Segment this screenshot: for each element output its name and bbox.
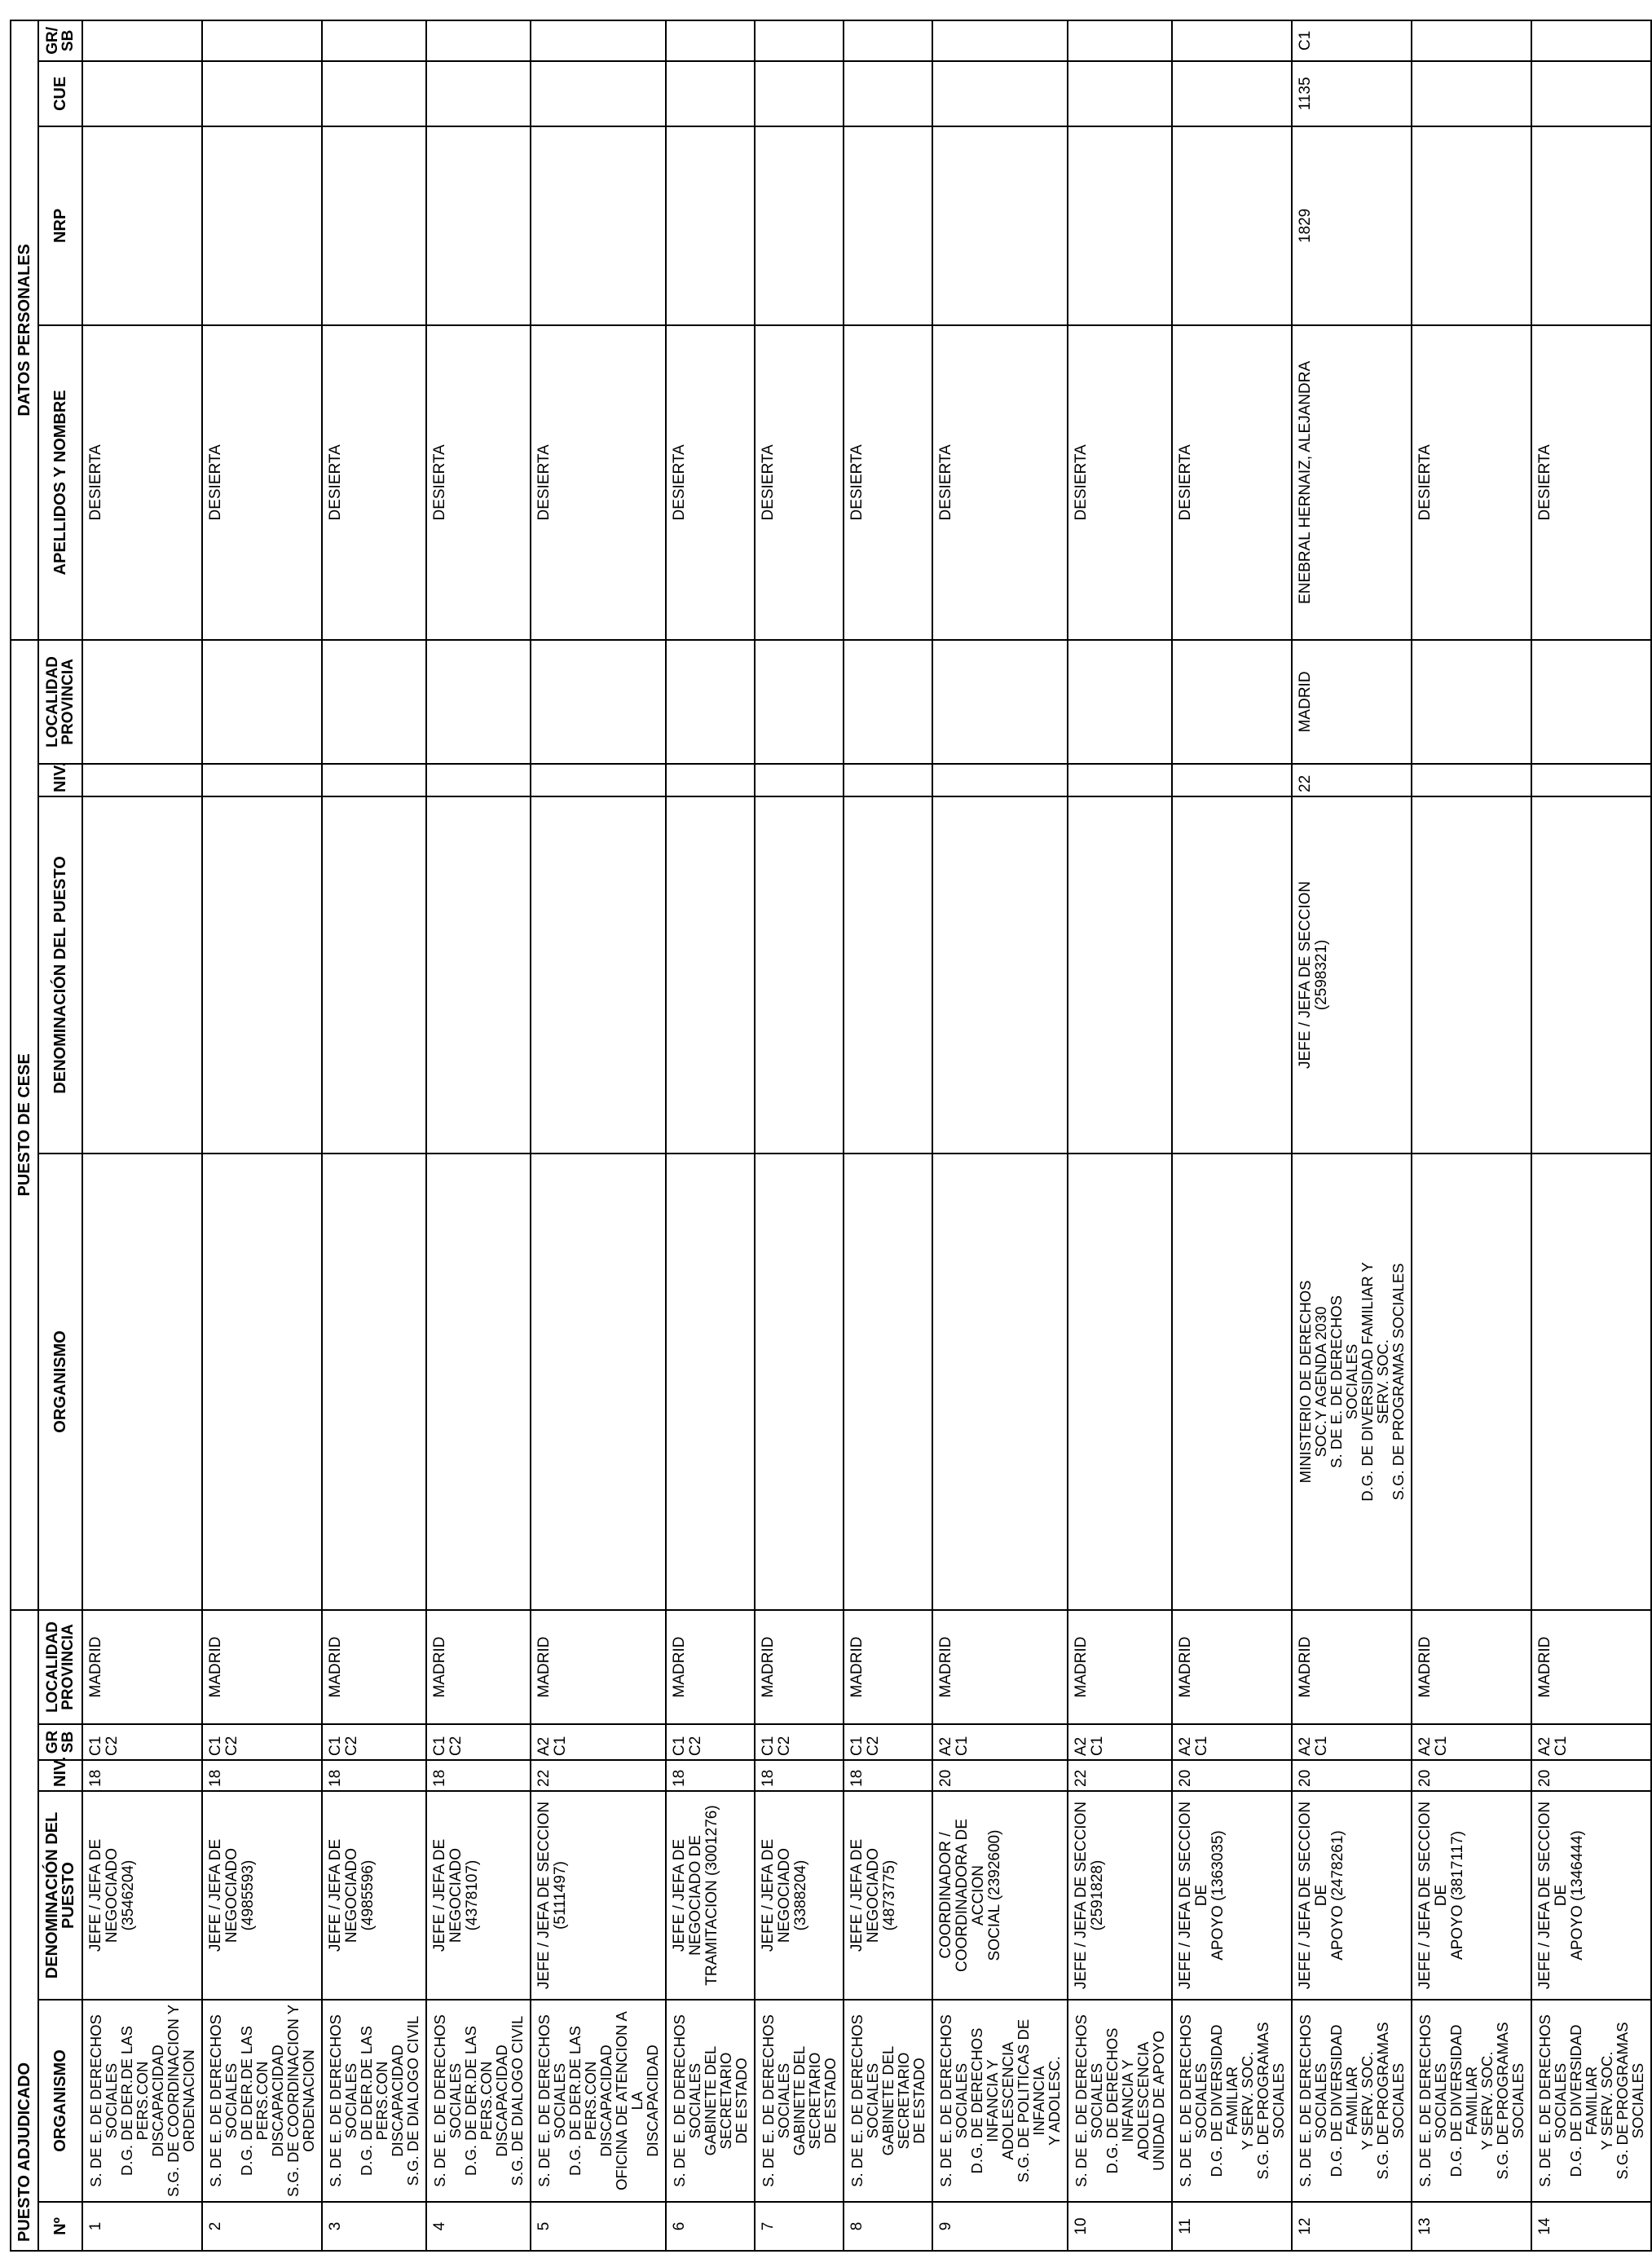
row-apellidos: DESIERTA	[844, 325, 932, 640]
row-organismo: S. DE E. DE DERECHOS SOCIALES D.G. DE DIVERSIDAD FAMILIAR Y SERV. SOC. S.G. DE PROGRAMAS SOCIALES	[1531, 2000, 1651, 2202]
row-cue	[1531, 61, 1651, 126]
row-cese-organismo	[1172, 1154, 1292, 1610]
row-cese-niv	[322, 764, 426, 796]
row-cese-organismo	[202, 1154, 322, 1610]
row-cese-gr-sb	[1172, 20, 1292, 61]
row-cese-localidad	[531, 640, 666, 764]
row-cese-gr-sb	[82, 20, 202, 61]
adjudication-table	[10, 20, 1652, 2252]
row-cese-niv	[844, 764, 932, 796]
row-gr-sb: C1 C2	[844, 1724, 932, 1760]
row-apellidos: DESIERTA	[531, 325, 666, 640]
row-apellidos: DESIERTA	[202, 325, 322, 640]
row-denominacion: JEFE / JEFA DE NEGOCIADO (4985596)	[322, 1791, 426, 2000]
row-denominacion: JEFE / JEFA DE NEGOCIADO (3546204)	[82, 1791, 202, 2000]
row-localidad: MADRID	[755, 1610, 844, 1724]
row-organismo: S. DE E. DE DERECHOS SOCIALES D.G. DE DIVERSIDAD FAMILIAR Y SERV. SOC. S.G. DE PROGRAMAS SOCIALES	[1292, 2000, 1412, 2202]
row-denominacion: JEFE / JEFA DE NEGOCIADO (4378107)	[426, 1791, 531, 2000]
row-cue	[666, 61, 755, 126]
row-localidad: MADRID	[1412, 1610, 1531, 1724]
row-cese-organismo	[844, 1154, 932, 1610]
row-cese-denominacion	[932, 796, 1068, 1154]
row-organismo: S. DE E. DE DERECHOS SOCIALES D.G. DE DIVERSIDAD FAMILIAR Y SERV. SOC. S.G. DE PROGRAMAS SOCIALES	[1412, 2000, 1531, 2202]
header-num: Nº	[38, 2202, 82, 2251]
row-denominacion: JEFE / JEFA DE SECCION DE APOYO (3817117)	[1412, 1791, 1531, 2000]
row-cue	[1412, 61, 1531, 126]
row-apellidos: DESIERTA	[932, 325, 1068, 640]
table-row	[1412, 20, 1531, 2251]
row-gr-sb: A2 C1	[1412, 1724, 1531, 1760]
row-number: 11	[1172, 2202, 1292, 2251]
row-cese-denominacion	[1531, 796, 1651, 1154]
row-cese-niv	[755, 764, 844, 796]
row-cese-gr-sb	[932, 20, 1068, 61]
row-apellidos: DESIERTA	[1172, 325, 1292, 640]
row-niv: 22	[531, 1760, 666, 1791]
row-cese-gr-sb	[531, 20, 666, 61]
table-row	[755, 20, 844, 2251]
row-gr-sb: C1 C2	[426, 1724, 531, 1760]
table-row	[1292, 20, 1412, 2251]
row-cese-denominacion	[322, 796, 426, 1154]
row-nrp	[1412, 126, 1531, 325]
row-denominacion: JEFE / JEFA DE NEGOCIADO DE TRAMITACION (3001276)	[666, 1791, 755, 2000]
row-cese-denominacion	[755, 796, 844, 1154]
row-niv: 18	[755, 1760, 844, 1791]
row-cese-denominacion	[202, 796, 322, 1154]
row-gr-sb: A2 C1	[1292, 1724, 1412, 1760]
row-localidad: MADRID	[1172, 1610, 1292, 1724]
row-nrp	[844, 126, 932, 325]
row-gr-sb: A2 C1	[1531, 1724, 1651, 1760]
row-cese-gr-sb	[1412, 20, 1531, 61]
table-row	[666, 20, 755, 2251]
row-organismo: S. DE E. DE DERECHOS SOCIALES D.G. DE DER.DE LAS PERS.CON DISCAPACIDAD S.G. DE COORDINACION Y ORDENACION	[82, 2000, 202, 2202]
row-organismo: S. DE E. DE DERECHOS SOCIALES GABINETE DEL SECRETARIO DE ESTADO	[844, 2000, 932, 2202]
row-organismo: S. DE E. DE DERECHOS SOCIALES D.G. DE DIVERSIDAD FAMILIAR Y SERV. SOC. S.G. DE PROGRAMAS SOCIALES	[1172, 2000, 1292, 2202]
row-niv: 18	[844, 1760, 932, 1791]
row-niv: 18	[666, 1760, 755, 1791]
header-gr-sb: GR SB	[38, 1724, 82, 1760]
row-niv: 22	[1068, 1760, 1172, 1791]
row-organismo: S. DE E. DE DERECHOS SOCIALES D.G. DE DERECHOS INFANCIA Y ADOLESCENCIA UNIDAD DE APOYO	[1068, 2000, 1172, 2202]
row-cese-localidad	[1068, 640, 1172, 764]
row-cese-denominacion	[1172, 796, 1292, 1154]
row-cese-denominacion	[426, 796, 531, 1154]
header-cese-organismo: ORGANISMO	[38, 1154, 82, 1610]
row-niv: 20	[1531, 1760, 1651, 1791]
row-cese-organismo	[1531, 1154, 1651, 1610]
row-denominacion: JEFE / JEFA DE NEGOCIADO (4985593)	[202, 1791, 322, 2000]
row-organismo: S. DE E. DE DERECHOS SOCIALES GABINETE DEL SECRETARIO DE ESTADO	[666, 2000, 755, 2202]
row-nrp	[531, 126, 666, 325]
row-cue	[82, 61, 202, 126]
row-cese-localidad	[202, 640, 322, 764]
table-row	[844, 20, 932, 2251]
header-localidad: LOCALIDAD PROVINCIA	[38, 1610, 82, 1724]
row-localidad: MADRID	[202, 1610, 322, 1724]
row-cese-localidad: MADRID	[1292, 640, 1412, 764]
row-number: 7	[755, 2202, 844, 2251]
row-denominacion: JEFE / JEFA DE SECCION DE APOYO (1346444)	[1531, 1791, 1651, 2000]
header-nrp: NRP	[38, 126, 82, 325]
table-row	[322, 20, 426, 2251]
row-number: 8	[844, 2202, 932, 2251]
row-cue	[1172, 61, 1292, 126]
row-gr-sb: C1 C2	[755, 1724, 844, 1760]
row-organismo: S. DE E. DE DERECHOS SOCIALES D.G. DE DER.DE LAS PERS.CON DISCAPACIDAD S.G. DE COORDINACION Y ORDENACION	[202, 2000, 322, 2202]
row-cese-organismo	[666, 1154, 755, 1610]
row-cese-niv	[1531, 764, 1651, 796]
row-apellidos: DESIERTA	[1068, 325, 1172, 640]
row-cese-niv	[202, 764, 322, 796]
row-cese-gr-sb	[844, 20, 932, 61]
row-nrp	[1172, 126, 1292, 325]
row-localidad: MADRID	[666, 1610, 755, 1724]
header-cese-localidad: LOCALIDAD PROVINCIA	[38, 640, 82, 764]
row-nrp	[1068, 126, 1172, 325]
row-gr-sb: A2 C1	[531, 1724, 666, 1760]
row-cese-gr-sb	[1068, 20, 1172, 61]
row-gr-sb: C1 C2	[202, 1724, 322, 1760]
row-cue	[531, 61, 666, 126]
row-gr-sb: A2 C1	[1172, 1724, 1292, 1760]
table-row	[202, 20, 322, 2251]
row-niv: 20	[932, 1760, 1068, 1791]
row-cue	[844, 61, 932, 126]
row-cese-localidad	[1412, 640, 1531, 764]
row-apellidos: DESIERTA	[666, 325, 755, 640]
table-body	[82, 20, 1651, 2251]
row-cese-denominacion	[531, 796, 666, 1154]
table-row	[1531, 20, 1651, 2251]
header-gr-sb-2: GR/ SB	[38, 20, 82, 61]
row-organismo: S. DE E. DE DERECHOS SOCIALES D.G. DE DER.DE LAS PERS.CON DISCAPACIDAD S.G. DE DIALOGO CIVIL	[322, 2000, 426, 2202]
row-cese-gr-sb	[322, 20, 426, 61]
row-organismo: S. DE E. DE DERECHOS SOCIALES D.G. DE DER.DE LAS PERS.CON DISCAPACIDAD OFICINA DE ATENCION A LA DISCAPACIDAD	[531, 2000, 666, 2202]
row-denominacion: COORDINADOR / COORDINADORA DE ACCION SOCIAL (2392600)	[932, 1791, 1068, 2000]
row-number: 5	[531, 2202, 666, 2251]
table-row	[1172, 20, 1292, 2251]
row-apellidos: ENEBRAL HERNAIZ, ALEJANDRA	[1292, 325, 1412, 640]
row-cese-denominacion	[844, 796, 932, 1154]
row-localidad: MADRID	[1292, 1610, 1412, 1724]
row-gr-sb: A2 C1	[1068, 1724, 1172, 1760]
row-cue	[932, 61, 1068, 126]
table-row	[426, 20, 531, 2251]
row-cese-niv	[932, 764, 1068, 796]
row-apellidos: DESIERTA	[426, 325, 531, 640]
row-cese-organismo	[82, 1154, 202, 1610]
row-cese-niv	[1172, 764, 1292, 796]
row-cese-denominacion	[82, 796, 202, 1154]
row-cese-gr-sb	[1531, 20, 1651, 61]
row-cese-denominacion	[1412, 796, 1531, 1154]
row-cese-localidad	[755, 640, 844, 764]
header-cese-niv: NIV.	[38, 764, 82, 796]
row-nrp	[202, 126, 322, 325]
row-number: 10	[1068, 2202, 1172, 2251]
row-cese-niv	[666, 764, 755, 796]
row-number: 1	[82, 2202, 202, 2251]
row-denominacion: JEFE / JEFA DE NEGOCIADO (4873775)	[844, 1791, 932, 2000]
row-number: 3	[322, 2202, 426, 2251]
row-cese-gr-sb	[426, 20, 531, 61]
row-cese-gr-sb: C1	[1292, 20, 1412, 61]
row-apellidos: DESIERTA	[82, 325, 202, 640]
header-denominacion: DENOMINACIÓN DEL PUESTO	[38, 1791, 82, 2000]
row-cue	[322, 61, 426, 126]
table-row	[82, 20, 202, 2251]
row-denominacion: JEFE / JEFA DE NEGOCIADO (3388204)	[755, 1791, 844, 2000]
row-apellidos: DESIERTA	[1412, 325, 1531, 640]
row-cese-organismo	[1412, 1154, 1531, 1610]
row-localidad: MADRID	[82, 1610, 202, 1724]
row-number: 6	[666, 2202, 755, 2251]
row-apellidos: DESIERTA	[1531, 325, 1651, 640]
row-nrp	[322, 126, 426, 325]
row-cue: 1135	[1292, 61, 1412, 126]
header-apellidos: APELLIDOS Y NOMBRE	[38, 325, 82, 640]
row-number: 13	[1412, 2202, 1531, 2251]
section-datos-personales: DATOS PERSONALES	[11, 20, 38, 640]
section-puesto-cese: PUESTO DE CESE	[11, 640, 38, 1610]
row-localidad: MADRID	[426, 1610, 531, 1724]
row-organismo: S. DE E. DE DERECHOS SOCIALES GABINETE DEL SECRETARIO DE ESTADO	[755, 2000, 844, 2202]
row-cese-organismo	[531, 1154, 666, 1610]
row-nrp	[666, 126, 755, 325]
row-cese-gr-sb	[755, 20, 844, 61]
row-cue	[426, 61, 531, 126]
row-nrp	[1531, 126, 1651, 325]
row-cue	[202, 61, 322, 126]
row-niv: 20	[1412, 1760, 1531, 1791]
row-cue	[1068, 61, 1172, 126]
row-niv: 20	[1172, 1760, 1292, 1791]
table-row	[531, 20, 666, 2251]
row-nrp	[932, 126, 1068, 325]
row-cese-organismo	[426, 1154, 531, 1610]
row-cese-organismo: MINISTERIO DE DERECHOS SOC.Y AGENDA 2030 S. DE E. DE DERECHOS SOCIALES D.G. DE DIVERSIDAD FAMILIAR Y SERV. SOC. S.G. DE PROGRAMAS SOCIALES	[1292, 1154, 1412, 1610]
row-localidad: MADRID	[531, 1610, 666, 1724]
row-niv: 18	[202, 1760, 322, 1791]
row-niv: 18	[82, 1760, 202, 1791]
row-cese-niv	[1412, 764, 1531, 796]
row-apellidos: DESIERTA	[322, 325, 426, 640]
row-nrp: 1829	[1292, 126, 1412, 325]
row-denominacion: JEFE / JEFA DE SECCION (5111497)	[531, 1791, 666, 2000]
row-gr-sb: A2 C1	[932, 1724, 1068, 1760]
section-puesto-adjudicado: PUESTO ADJUDICADO	[11, 1610, 38, 2251]
row-denominacion: JEFE / JEFA DE SECCION DE APOYO (2478261)	[1292, 1791, 1412, 2000]
row-localidad: MADRID	[1068, 1610, 1172, 1724]
row-cese-localidad	[666, 640, 755, 764]
row-localidad: MADRID	[844, 1610, 932, 1724]
row-number: 12	[1292, 2202, 1412, 2251]
header-cue: CUE	[38, 61, 82, 126]
row-niv: 20	[1292, 1760, 1412, 1791]
row-cese-niv	[426, 764, 531, 796]
table-row	[932, 20, 1068, 2251]
row-cese-niv	[1068, 764, 1172, 796]
row-denominacion: JEFE / JEFA DE SECCION (2591828)	[1068, 1791, 1172, 2000]
row-cese-localidad	[1531, 640, 1651, 764]
row-cese-gr-sb	[202, 20, 322, 61]
row-cue	[755, 61, 844, 126]
row-cese-organismo	[1068, 1154, 1172, 1610]
row-organismo: S. DE E. DE DERECHOS SOCIALES D.G. DE DER.DE LAS PERS.CON DISCAPACIDAD S.G. DE DIALOGO CIVIL	[426, 2000, 531, 2202]
row-cese-gr-sb	[666, 20, 755, 61]
row-cese-localidad	[322, 640, 426, 764]
row-cese-denominacion	[666, 796, 755, 1154]
row-number: 2	[202, 2202, 322, 2251]
row-cese-niv	[82, 764, 202, 796]
row-cese-localidad	[932, 640, 1068, 764]
row-cese-localidad	[82, 640, 202, 764]
row-niv: 18	[322, 1760, 426, 1791]
row-cese-organismo	[755, 1154, 844, 1610]
row-cese-organismo	[932, 1154, 1068, 1610]
row-cese-denominacion: JEFE / JEFA DE SECCION (2598321)	[1292, 796, 1412, 1154]
row-cese-organismo	[322, 1154, 426, 1610]
header-cese-denominacion: DENOMINACIÓN DEL PUESTO	[38, 796, 82, 1154]
row-localidad: MADRID	[932, 1610, 1068, 1724]
row-localidad: MADRID	[322, 1610, 426, 1724]
row-cese-localidad	[1172, 640, 1292, 764]
row-niv: 18	[426, 1760, 531, 1791]
row-gr-sb: C1 C2	[322, 1724, 426, 1760]
row-number: 14	[1531, 2202, 1651, 2251]
row-cese-niv: 22	[1292, 764, 1412, 796]
row-apellidos: DESIERTA	[755, 325, 844, 640]
table-row	[1068, 20, 1172, 2251]
row-cese-niv	[531, 764, 666, 796]
row-number: 9	[932, 2202, 1068, 2251]
row-number: 4	[426, 2202, 531, 2251]
row-nrp	[755, 126, 844, 325]
row-organismo: S. DE E. DE DERECHOS SOCIALES D.G. DE DERECHOS INFANCIA Y ADOLESCENCIA S.G. DE POLITICAS DE INFANCIA Y ADOLESC.	[932, 2000, 1068, 2202]
header-organismo: ORGANISMO	[38, 2000, 82, 2202]
row-denominacion: JEFE / JEFA DE SECCION DE APOYO (1363035)	[1172, 1791, 1292, 2000]
row-gr-sb: C1 C2	[666, 1724, 755, 1760]
row-nrp	[82, 126, 202, 325]
row-cese-denominacion	[1068, 796, 1172, 1154]
row-nrp	[426, 126, 531, 325]
row-cese-localidad	[426, 640, 531, 764]
header-niv: NIV.	[38, 1760, 82, 1791]
row-gr-sb: C1 C2	[82, 1724, 202, 1760]
row-cese-localidad	[844, 640, 932, 764]
row-localidad: MADRID	[1531, 1610, 1651, 1724]
